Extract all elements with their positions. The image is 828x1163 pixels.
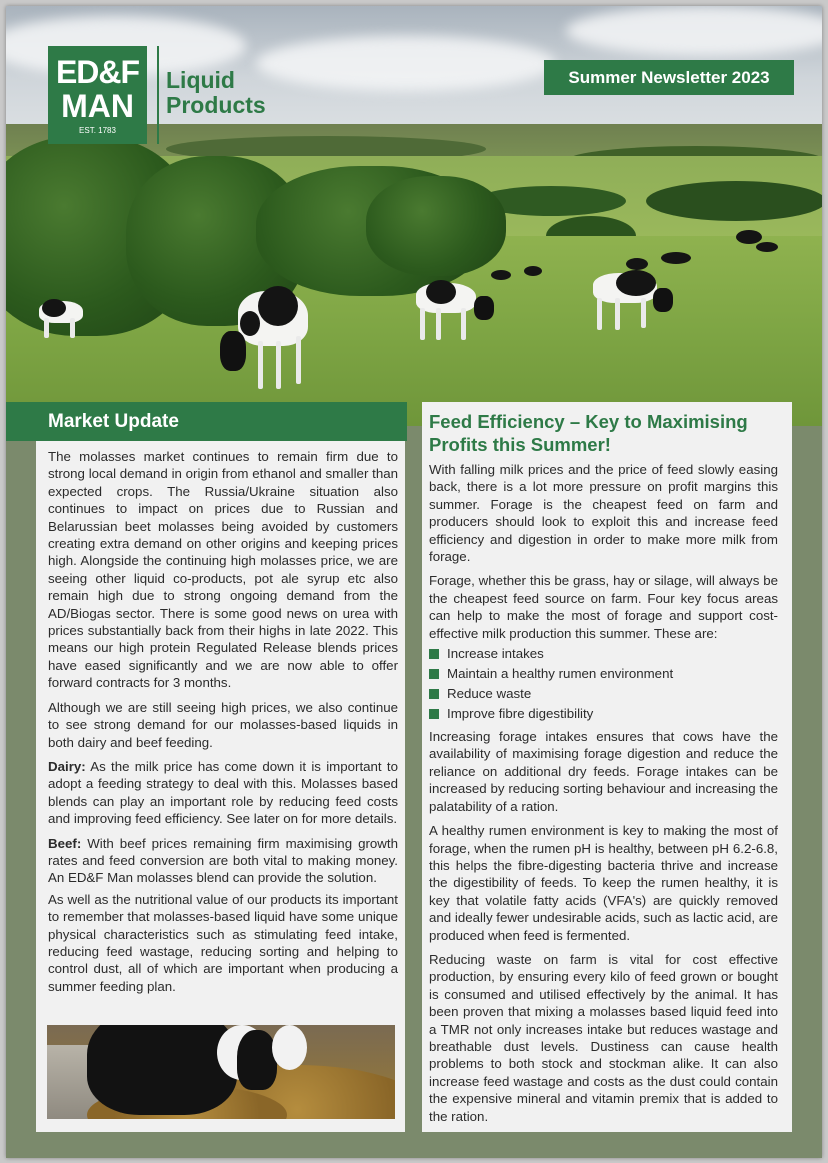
- newsletter-badge: Summer Newsletter 2023: [544, 60, 794, 95]
- logo-divider: [157, 46, 159, 144]
- market-update-title: Market Update: [48, 411, 179, 432]
- beef-paragraph: [48, 835, 398, 887]
- logo-established: EST. 1783: [79, 126, 116, 135]
- logo-line1: ED&F: [55, 54, 140, 90]
- list-item: Maintain a healthy rumen environment: [429, 664, 778, 684]
- dairy-paragraph: [48, 758, 398, 828]
- list-item: Increase intakes: [429, 644, 778, 664]
- feed-rumen-paragraph: A healthy rumen environment is key to making the most of forage, when the rumen pH is healthy, between pH 6.2-6.8, this helps the fibre-digesting bacteria thrive and increase the digestibility of feeds. To keep the rumen healthy, it is key that volatile fatty acids (VFA's) are quickly removed and ideally fewer undesirable acids, such as lactic acid, are produced when feed is fermented.: [429, 823, 778, 943]
- focus-area-list: [429, 644, 778, 724]
- dairy-text: As the milk price has come down it is important to adopt a feeding strategy to deal with this. Molasses based blends can play an important role by reducing feed costs and improving feed efficiency. See later on for more details.: [48, 758, 398, 827]
- feed-intro-paragraph: With falling milk prices and the price of feed slowly easing back, there is a lot more pressure on profit margins this summer. Forage is the cheapest feed on farm and producers should look to exploit this and increase feed efficiency and digestion in order to make more milk from forage.: [429, 462, 778, 565]
- feed-intakes-paragraph: Increasing forage intakes ensures that cows have the availability of maximising forage digestion and reduce the reliance on additional dry feeds. Forage intakes can be increased by reducing sorting behaviour and increasing the palatability of a ration.: [429, 729, 778, 814]
- edfman-logo: [48, 46, 147, 144]
- feed-efficiency-body: [429, 461, 778, 1132]
- list-item: Improve fibre digestibility: [429, 704, 778, 724]
- beef-label: Beef:: [48, 835, 82, 851]
- market-closing-paragraph: As well as the nutritional value of our products its important to remember that molasses-based liquid have some unique physical characteristics such as stimulating feed intake, reducing feed wastage, reducing sorting and helping to control dust, all of which are important when producing a summer feeding plan.: [48, 891, 398, 994]
- logo-division-name: [166, 67, 266, 118]
- list-item: Reduce waste: [429, 684, 778, 704]
- market-update-body: [48, 448, 398, 1002]
- feed-focus-paragraph: Forage, whether this be grass, hay or silage, will always be the cheapest feed source on farm. Four key focus areas can help to make the most of forage and support cost-effective milk production this summer. These are:: [429, 573, 778, 641]
- market-paragraph-2: Although we are still seeing high prices, we also continue to see strong demand for our molasses-based liquids in both dairy and beef feeding.: [48, 699, 398, 750]
- feed-waste-paragraph: Reducing waste on farm is vital for cost effective production, by ensuring every kilo of feed grown or bought is consumed and utilised effectively by the animal. It has been proven that mixing a molasses based liquid feed into a TMR not only increases intake but reduces wastage and breathable dust levels. Dustiness can cause health problems to both stock and stockman alike. It can also increase feed wastage and costs as the dust could contain the expensive mineral and vitamin premix that is added to the ration.: [429, 951, 778, 1124]
- logo-division-text: Liquid Products: [166, 67, 266, 118]
- beef-text: With beef prices remaining firm maximising growth rates and feed conversion are both vital to making money. An ED&F Man molasses blend can provide the solution.: [48, 835, 398, 886]
- cows-eating-feed-photo: [47, 1025, 395, 1119]
- newsletter-page: [6, 6, 822, 1158]
- market-update-header: [6, 402, 407, 441]
- logo-line2: MAN: [61, 88, 134, 124]
- dairy-label: Dairy:: [48, 758, 86, 774]
- market-paragraph-1: The molasses market continues to remain firm due to strong local demand in origin from ethanol and smaller than expected crops. The Russia/Ukraine situation also continues to impact on prices due to Russian and Belarussian beet molasses being avoided by customers creating extra demand on other origins and keeping prices high. Alongside the continuing high molasses price, we are seeing other liquid co-products, pot ale syrup etc also remain high due to strong ongoing demand from the AD/Biogas sector. There is some good news on urea with prices substantially back from their highs in late 2022. This means our high protein Regulated Release blends prices have eased significantly and we are now able to offer forward contracts for 3 months.: [48, 449, 398, 691]
- feed-efficiency-title: Feed Efficiency – Key to Maximising Profits this Summer!: [429, 411, 748, 455]
